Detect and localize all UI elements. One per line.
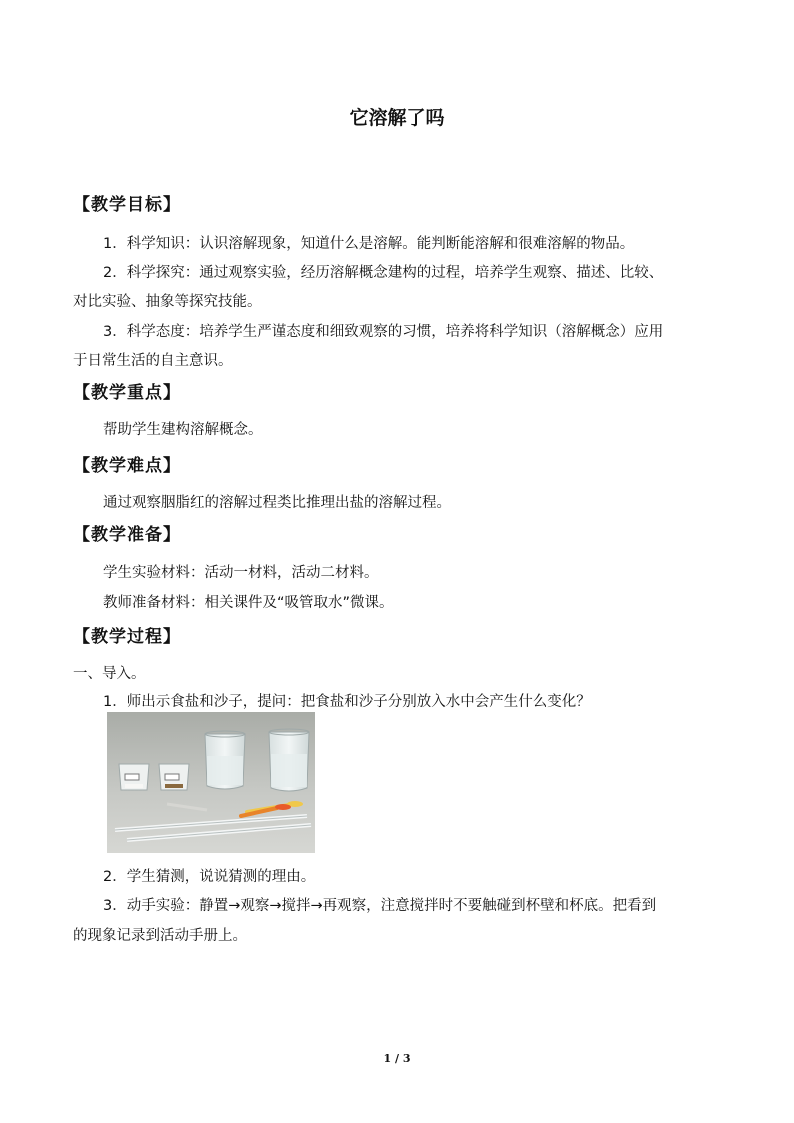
process-step-1: 1．师出示食盐和沙子，提问：把食盐和沙子分别放入水中会产生什么变化？ [103,694,591,710]
heading-process: 【教学过程】 [73,627,181,647]
goal-line-2: 2．科学探究：通过观察实验，经历溶解概念建构的过程，培养学生观察、描述、比较、 [103,265,664,281]
goal-line-3: 3．科学态度：培养学生严谨态度和细致观察的习惯，培养将科学知识（溶解概念）应用 [103,324,664,340]
heading-preparation: 【教学准备】 [73,525,181,545]
prep-line-2: 教师准备材料：相关课件及“吸管取水”微课。 [103,595,394,611]
key-point-line: 帮助学生建构溶解概念。 [103,422,263,438]
heading-difficulties: 【教学难点】 [73,456,181,476]
cup-sand [159,764,189,790]
prep-line-1: 学生实验材料：活动一材料，活动二材料。 [103,565,379,581]
process-step-3-cont: 的现象记录到活动手册上。 [73,928,247,944]
goal-line-1: 1．科学知识：认识溶解现象，知道什么是溶解。能判断能溶解和很难溶解的物品。 [103,236,635,252]
difficulty-line: 通过观察胭脂红的溶解过程类比推理出盐的溶解过程。 [103,495,451,511]
beaker-right [269,729,309,791]
page-number: 1 / 3 [383,1052,411,1065]
heading-goals: 【教学目标】 [73,195,181,215]
goal-line-2-cont: 对比实验、抽象等探究技能。 [73,294,262,310]
process-intro: 一、导入。 [73,666,146,682]
process-step-2: 2．学生猜测，说说猜测的理由。 [103,869,316,885]
goal-line-3-cont: 于日常生活的自主意识。 [73,353,233,369]
beaker-left [205,731,245,789]
cup-salt [119,764,149,790]
document-title: 它溶解了吗 [349,107,445,129]
heading-key-points: 【教学重点】 [73,383,181,403]
process-step-3: 3．动手实验：静置→观察→搅拌→再观察，注意搅拌时不要触碰到杯壁和杯底。把看到 [103,898,657,914]
experiment-photo [107,712,315,853]
